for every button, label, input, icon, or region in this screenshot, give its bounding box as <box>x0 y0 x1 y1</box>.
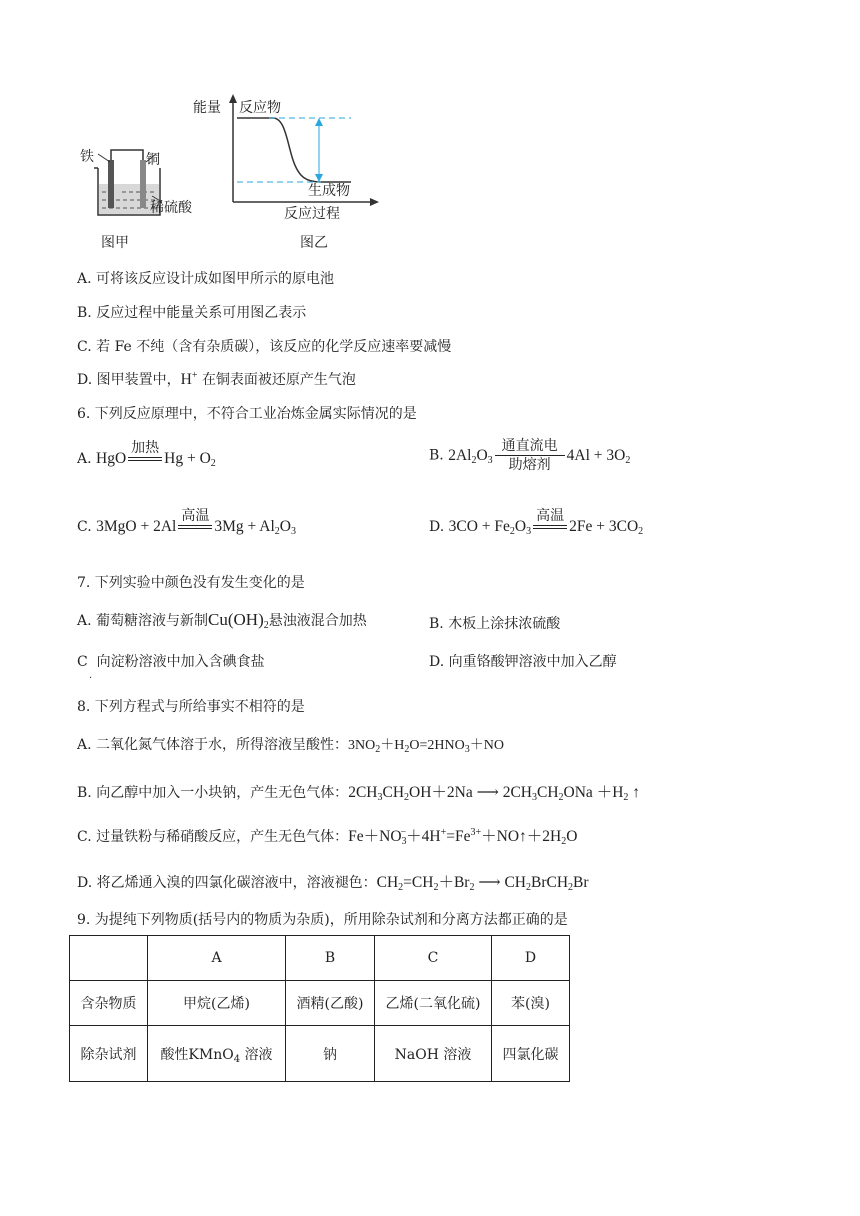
q9-table <box>69 935 570 1082</box>
table-cell: C <box>375 936 492 981</box>
table-row <box>70 1026 570 1082</box>
table-cell: NaOH 溶液 <box>375 1026 492 1082</box>
table-cell: D <box>492 936 570 981</box>
label-iron: 铁 <box>80 149 94 165</box>
figure-jia-caption: 图甲 <box>101 235 129 251</box>
table-cell: B <box>286 936 375 981</box>
hydrogen-ion: H+ <box>180 370 198 388</box>
table-header-row <box>70 936 570 981</box>
q8-option-d: D. 将乙烯通入溴的四氯化碳溶液中，溶液褪色：$CH_2=CH_2+Br_2$ ⟶ $CH_2BrCH_2Br$ <box>77 874 589 893</box>
label-copper: 铜 <box>146 152 160 168</box>
q6-option-a: A. HgO 加热 $Hg + O_2$ <box>77 440 216 469</box>
q5-option-b: B. 反应过程中能量关系可用图乙表示 <box>77 305 307 321</box>
table-cell: 甲烷(乙烯) <box>148 981 286 1026</box>
q8-option-c: C. 过量铁粉与稀硝酸反应，产生无色气体：$Fe+NO_3^-+4H^+=Fe^{3+}+NO↑+2H_2O$ <box>77 827 578 847</box>
table-cell <box>70 936 148 981</box>
q8-option-a: A. 二氧化氮气体溶于水，所得溶液呈酸性：$3NO_2+H_2O=2HNO_3+NO$ <box>77 737 504 755</box>
x-axis-label: 反应过程 <box>284 206 340 222</box>
q9-stem: 9. 为提纯下列物质(括号内的物质为杂质)，所用除杂试剂和分离方法都正确的是 <box>77 912 568 928</box>
q6-option-c: C. 3MgO + 2Al 高温 $3Mg + Al_2O_3$ <box>77 508 296 537</box>
reactant-label: 反应物 <box>239 100 281 116</box>
q5-option-c: C. 若 Fe 不纯（含有杂质碳），该反应的化学反应速率要减慢 <box>77 339 452 355</box>
q5-option-d <box>77 369 356 389</box>
q7-option-c: C 向淀粉溶液中加入含碘食盐 <box>77 654 265 670</box>
q7-option-b: B. 木板上涂抹浓硫酸 <box>429 616 561 632</box>
q6-stem: 6. 下列反应原理中，不符合工业冶炼金属实际情况的是 <box>77 406 417 422</box>
table-cell: 除杂试剂 <box>70 1026 148 1082</box>
q8-stem: 8. 下列方程式与所给事实不相符的是 <box>77 699 305 715</box>
q7-stem: 7. 下列实验中颜色没有发生变化的是 <box>77 575 305 591</box>
product-label: 生成物 <box>308 183 350 199</box>
table-cell: 钠 <box>286 1026 375 1082</box>
dot-mark: . <box>89 670 93 681</box>
q5-option-d-prefix: D. 图甲装置中， <box>77 372 181 388</box>
q6-option-b: B. $2Al_2O_3$ 通直流电 助熔剂 $4Al + 3O_2$ <box>429 438 631 473</box>
q7-option-d: D. 向重铬酸钾溶液中加入乙醇 <box>429 654 617 670</box>
q8-option-b: B. 向乙醇中加入一小块钠，产生无色气体：$2CH_3CH_2OH+2Na$ ⟶ $2CH_3CH_2ONa +H_2$ ↑ <box>77 784 641 803</box>
table-cell: A <box>148 936 286 981</box>
q5-option-d-suffix: 在铜表面被还原产生气泡 <box>201 372 356 388</box>
table-cell: 四氯化碳 <box>492 1026 570 1082</box>
q6-option-d: D. $3CO + Fe_2O_3$ 高温 $2Fe + 3CO_2$ <box>429 508 644 537</box>
figure-yi-caption: 图乙 <box>300 235 328 251</box>
table-cell: 苯(溴) <box>492 981 570 1026</box>
label-dilute-sulfuric-acid: 稀硫酸 <box>150 200 192 216</box>
table-row <box>70 981 570 1026</box>
q7-option-a: A. 葡萄糖溶液与新制$Cu(OH)_2$悬浊液混合加热 <box>77 610 367 631</box>
table-cell: 含杂物质 <box>70 981 148 1026</box>
table-cell: 乙烯(二氧化硫) <box>375 981 492 1026</box>
table-cell: 酒精(乙酸) <box>286 981 375 1026</box>
copper-hydroxide-formula: $Cu(OH)_2$ <box>208 610 269 631</box>
q5-option-a: A. 可将该反应设计成如图甲所示的原电池 <box>77 271 335 287</box>
table-cell: 酸性KMnO$_4$ 溶液 <box>148 1026 286 1082</box>
y-axis-label: 能量 <box>193 100 221 116</box>
